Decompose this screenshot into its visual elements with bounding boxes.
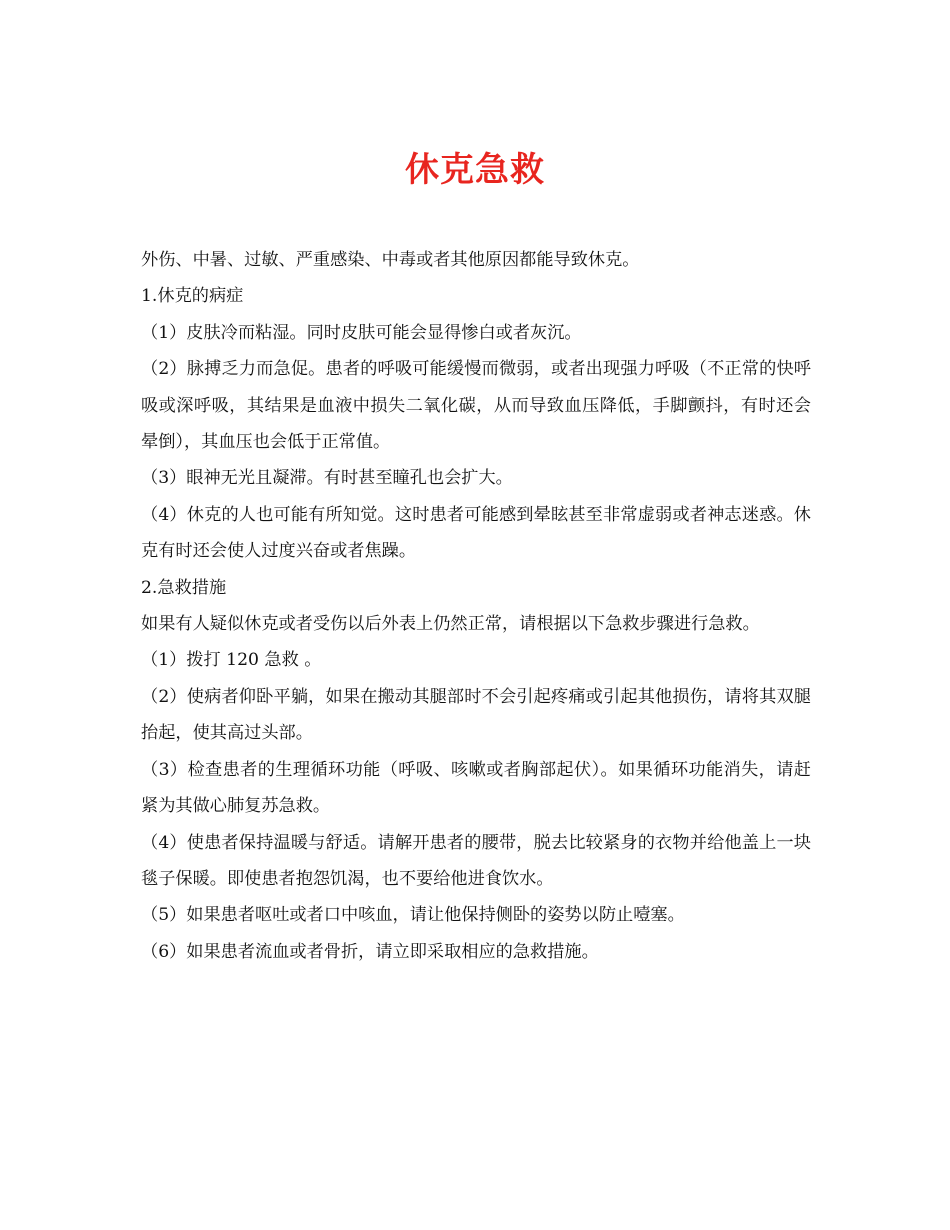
page-title: 休克急救	[405, 149, 545, 190]
symptom-item: （4）休克的人也可能有所知觉。这时患者可能感到晕眩甚至非常虚弱或者神志迷惑。休克有时还会使人过度兴奋或者焦躁。	[141, 504, 811, 562]
section-heading-symptoms: 1.休克的病症	[141, 286, 244, 307]
first-aid-step: （3）检查患者的生理循环功能（呼吸、咳嗽或者胸部起伏）。如果循环功能消失，请赶紧为其做心肺复苏急救。	[141, 759, 811, 817]
intro-paragraph: 外伤、中暑、过敏、严重感染、中毒或者其他原因都能导致休克。	[141, 250, 640, 270]
document-body	[141, 242, 811, 970]
first-aid-intro: 如果有人疑似休克或者受伤以后外表上仍然正常，请根据以下急救步骤进行急救。	[141, 614, 760, 635]
first-aid-step: （4）使患者保持温暖与舒适。请解开患者的腰带，脱去比较紧身的衣物并给他盖上一块毯子保暖。即使患者抱怨饥渴，也不要给他进食饮水。	[141, 832, 811, 889]
first-aid-step: （1）拨打 120 急救 。	[141, 650, 322, 671]
symptom-item: （2）脉搏乏力而急促。患者的呼吸可能缓慢而微弱，或者出现强力呼吸（不正常的快呼吸或深呼吸，其结果是血液中损失二氧化碳，从而导致血压降低，手脚颤抖，有时还会晕倒），其血压也会低于正常值。	[141, 359, 811, 453]
symptom-item: （3）眼神无光且凝滞。有时甚至瞳孔也会扩大。	[141, 468, 513, 489]
symptom-item: （1）皮肤冷而粘湿。同时皮肤可能会显得惨白或者灰沉。	[141, 322, 582, 343]
section-heading-first-aid: 2.急救措施	[141, 577, 227, 598]
first-aid-step: （6）如果患者流血或者骨折，请立即采取相应的急救措施。	[141, 941, 599, 962]
first-aid-step: （5）如果患者呕吐或者口中咳血，请让他保持侧卧的姿势以防止噎塞。	[141, 905, 685, 926]
first-aid-step: （2）使病者仰卧平躺，如果在搬动其腿部时不会引起疼痛或引起其他损伤，请将其双腿抬起，使其高过头部。	[141, 686, 811, 744]
